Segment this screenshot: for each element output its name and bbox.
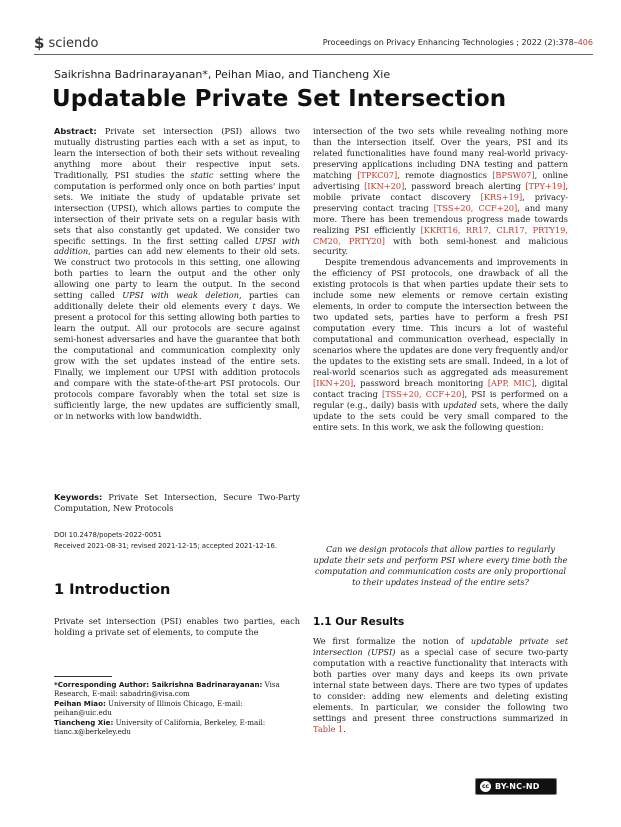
- keywords: [54, 492, 300, 514]
- abstract-text-2: setting where the computation is performed only once on both parties' input sets. We initiate the study of updatable private set intersection (UPSI), which allows parties to compute the intersection of their private sets on a regular basis with sets that also constantly get updated. We consider two specific settings. In the first setting called: [54, 169, 300, 246]
- keywords-text: Private Set Intersection, Secure Two-Party Computation, New Protocols: [54, 492, 300, 513]
- citation-efficient-psi[interactable]: [KKRT16, RR17, CLR17, PRTY19, CM20, PRTY20]: [313, 224, 568, 246]
- sciendo-logo-icon: $: [34, 34, 45, 52]
- upsi-definition: updatable private set intersection (UPSI): [313, 636, 568, 657]
- citation-app-mic[interactable]: [APP, MIC]: [487, 377, 535, 388]
- right-text-1c: , online advertising: [313, 169, 569, 191]
- right-text-1d: , password breach alerting: [404, 180, 526, 191]
- right-text-3b: as a special case of secure two-party computation with a reactive functionality that interacts with both parties over many days and keeps its own private internal state between days. There are two types of updates to consider: adding new elements and deleting existing elements. In particular, we consider the following two settings and present three constructions summarized in: [313, 646, 568, 723]
- right-text-1h: with both semi-honest and malicious security.: [313, 235, 568, 257]
- abstract-upsi-del: UPSI with weak deletion: [122, 290, 240, 301]
- cc-license-text: BY-NC-ND: [495, 782, 540, 791]
- abstract-text-1: Private set intersection (PSI) allows two mutually distrusting parties each with a set as input, to learn the intersection of both their sets without revealing anything more about their respective input sets. Traditionally, PSI studies the: [54, 126, 300, 180]
- received-dates: Received 2021-08-31; revised 2021-12-15; accepted 2021-12-16.: [54, 542, 278, 550]
- citation-tpy19[interactable]: [TPY+19]: [525, 180, 566, 191]
- abstract-text-3: , parties can add new elements to their old sets. We construct two protocols in this setting, one allowing both parties to learn the output and the other only allowing one party to learn the output. In the second setting called: [54, 246, 300, 301]
- citation-krs19[interactable]: [KRS+19]: [480, 191, 523, 202]
- right-updated: updated: [442, 399, 477, 410]
- footnote-author-3-text: University of California, Berkeley, E-mail: tianc.x@berkeley.edu: [54, 717, 266, 737]
- right-text-3a: We first formalize the notion of: [313, 636, 471, 646]
- footnote-author-2-label: Peihan Miao:: [54, 698, 106, 708]
- section-our-results-heading: 1.1 Our Results: [313, 616, 405, 628]
- footnote-author-2-text: University of Illinois Chicago, E-mail: peihan@uic.edu: [54, 698, 243, 718]
- header-rule: [34, 54, 593, 55]
- right-text-1b: , remote diagnostics: [397, 169, 493, 180]
- right-text-1e: , mobile private contact discovery: [313, 180, 568, 202]
- our-results-paragraph: [313, 636, 568, 735]
- abstract-t: t: [252, 301, 256, 312]
- intro-continued: [313, 126, 568, 433]
- citation-ikn20-2[interactable]: [IKN+20]: [313, 377, 354, 388]
- footnote-rule: [54, 676, 112, 677]
- cc-license-badge[interactable]: [475, 778, 557, 795]
- citation-tss20-ccf20[interactable]: [TSS+20, CCF+20]: [433, 202, 518, 213]
- footnote-author-1-text: Visa Research, E-mail: sabadrin@visa.com: [54, 680, 280, 699]
- abstract-text-5: days. We present a protocol for this setting allowing both parties to learn the output. All our protocols are secure against semi-honest adversaries and have the guarantee that both the computational and communication complexity only grow with the set updates instead of the entire sets. Finally, we implement our UPSI with addition protocols and compare with the state-of-the-art PSI protocols. Our protocols compare favorably when the total set size is sufficiently large, the new updates are sufficiently small, or in networks with low bandwidth.: [54, 301, 300, 421]
- abstract-text-4: , parties can additionally delete their old elements every: [54, 290, 301, 312]
- sciendo-logo: [34, 34, 98, 52]
- right-text-2e: sets, where the daily update to the sets could be very small compared to the entire sets. In this work, we ask the following question:: [313, 399, 568, 432]
- right-text-2c: , digital contact tracing: [313, 377, 569, 399]
- right-text-3c: .: [343, 723, 346, 734]
- journal-header: [323, 38, 593, 47]
- abstract-static: static: [190, 169, 214, 180]
- citation-tss20-ccf20-2[interactable]: [TSS+20, CCF+20]: [382, 388, 465, 399]
- section-introduction-heading: 1 Introduction: [54, 582, 171, 598]
- paper-title: Updatable Private Set Intersection: [52, 86, 507, 112]
- doi[interactable]: DOI 10.2478/popets-2022-0051: [54, 531, 162, 539]
- author-list: Saikrishna Badrinarayanan*, Peihan Miao, and Tiancheng Xie: [54, 68, 391, 81]
- right-text-1g: , and many more. There has been tremendous progress made towards realizing PSI efficiently: [313, 202, 569, 235]
- sciendo-logo-text: sciendo: [48, 35, 99, 51]
- abstract-label: Abstract:: [54, 126, 97, 136]
- citation-tpkc07[interactable]: [TPKC07]: [357, 169, 398, 180]
- keywords-label: Keywords:: [54, 492, 103, 502]
- right-text-1a: intersection of the two sets while revealing nothing more than the intersection itself. Over the years, PSI and its related functionalities have found many real-world privacy-preserving applications including DNA testing and pattern matching: [313, 126, 568, 180]
- table-1-link[interactable]: Table 1: [313, 723, 344, 734]
- citation-ikn20[interactable]: [IKN+20]: [364, 180, 405, 191]
- footnote-author-3-label: Tiancheng Xie:: [54, 717, 114, 727]
- cc-icon: cc: [481, 783, 490, 790]
- right-text-2b: , password breach monitoring: [353, 377, 488, 388]
- right-text-2d: , PSI is performed on a regular (e.g., daily) basis with: [313, 388, 568, 410]
- journal-citation: Proceedings on Privacy Enhancing Technologies ; 2022 (2):378–: [322, 38, 578, 47]
- citation-bpsw07[interactable]: [BPSW07]: [492, 169, 535, 180]
- author-footnotes: [54, 680, 300, 736]
- intro-paragraph: Private set intersection (PSI) enables two parties, each holding a private set of elements, to compute the: [54, 616, 300, 637]
- abstract: [54, 126, 300, 422]
- footnote-author-1-label: *Corresponding Author: Saikrishna Badrinarayanan:: [54, 680, 263, 689]
- research-question: Can we design protocols that allow parties to regularly update their sets and perform PSI where every time both the computation and communication costs are only proportional to their updates instead of the entire sets?: [313, 544, 568, 587]
- journal-page-end: 406: [577, 38, 593, 47]
- abstract-upsi-add: UPSI with addition: [54, 235, 301, 257]
- right-text-1f: , privacy-preserving contact tracing: [313, 191, 569, 213]
- right-text-2a: Despite tremendous advancements and improvements in the efficiency of PSI protocols, one drawback of all the existing protocols is that when parties update their sets to include some new elements or remove certain existing elements, in order to compute the intersection between the two updated sets, parties have to perform a fresh PSI computation every time. This incurs a lot of wasteful computational and communication overhead, especially in scenarios where the updates are done very frequently and/or the updates to the existing sets are small. Indeed, in a lot of real-world scenarios such as aggregated ads measurement: [313, 257, 568, 377]
